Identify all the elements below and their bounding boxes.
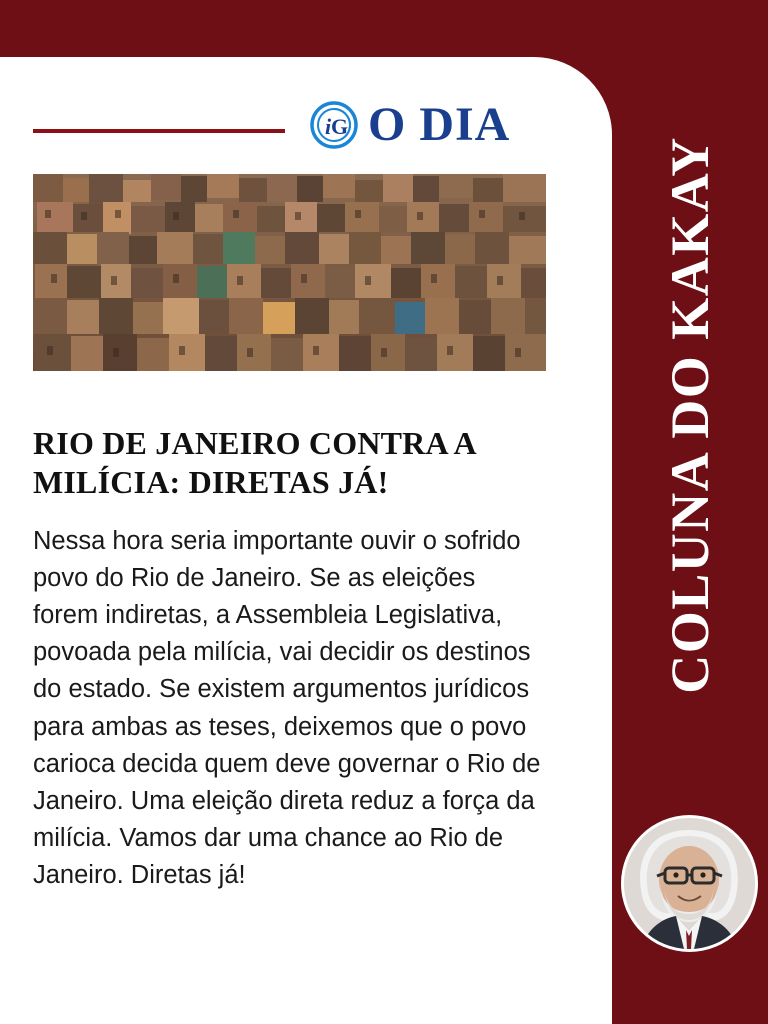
article-headline: RIO DE JANEIRO CONTRA A MILÍCIA: DIRETAS JÁ! [33, 425, 476, 501]
publication-logo[interactable] [310, 98, 511, 151]
column-title-wrapper [612, 0, 768, 830]
card-header [0, 57, 612, 167]
favela-hillside-photo [33, 174, 546, 371]
ig-circle-logo-icon [310, 101, 358, 149]
article-card [0, 57, 612, 1024]
svg-text:i: i [325, 114, 332, 139]
author-portrait-icon [624, 818, 755, 949]
column-sidebar [612, 0, 768, 1024]
column-title: COLUNA DO KAKAY [660, 136, 721, 694]
header-rule-divider [33, 129, 285, 133]
article-body: Nessa hora seria importante ouvir o sofrido povo do Rio de Janeiro. Se as eleições forem indiretas, a Assembleia Legislativa, povoada pela milícia, vai decidir os destinos do estado. Se existem argumentos jurídicos para ambas as teses, deixemos que o povo carioca decida quem deve governar o Rio de Janeiro. Uma eleição direta reduz a força da milícia. Vamos dar uma chance ao Rio de Janeiro. Diretas já! [33, 526, 541, 890]
svg-text:G: G [331, 114, 349, 139]
publication-name: O DIA [368, 98, 511, 151]
